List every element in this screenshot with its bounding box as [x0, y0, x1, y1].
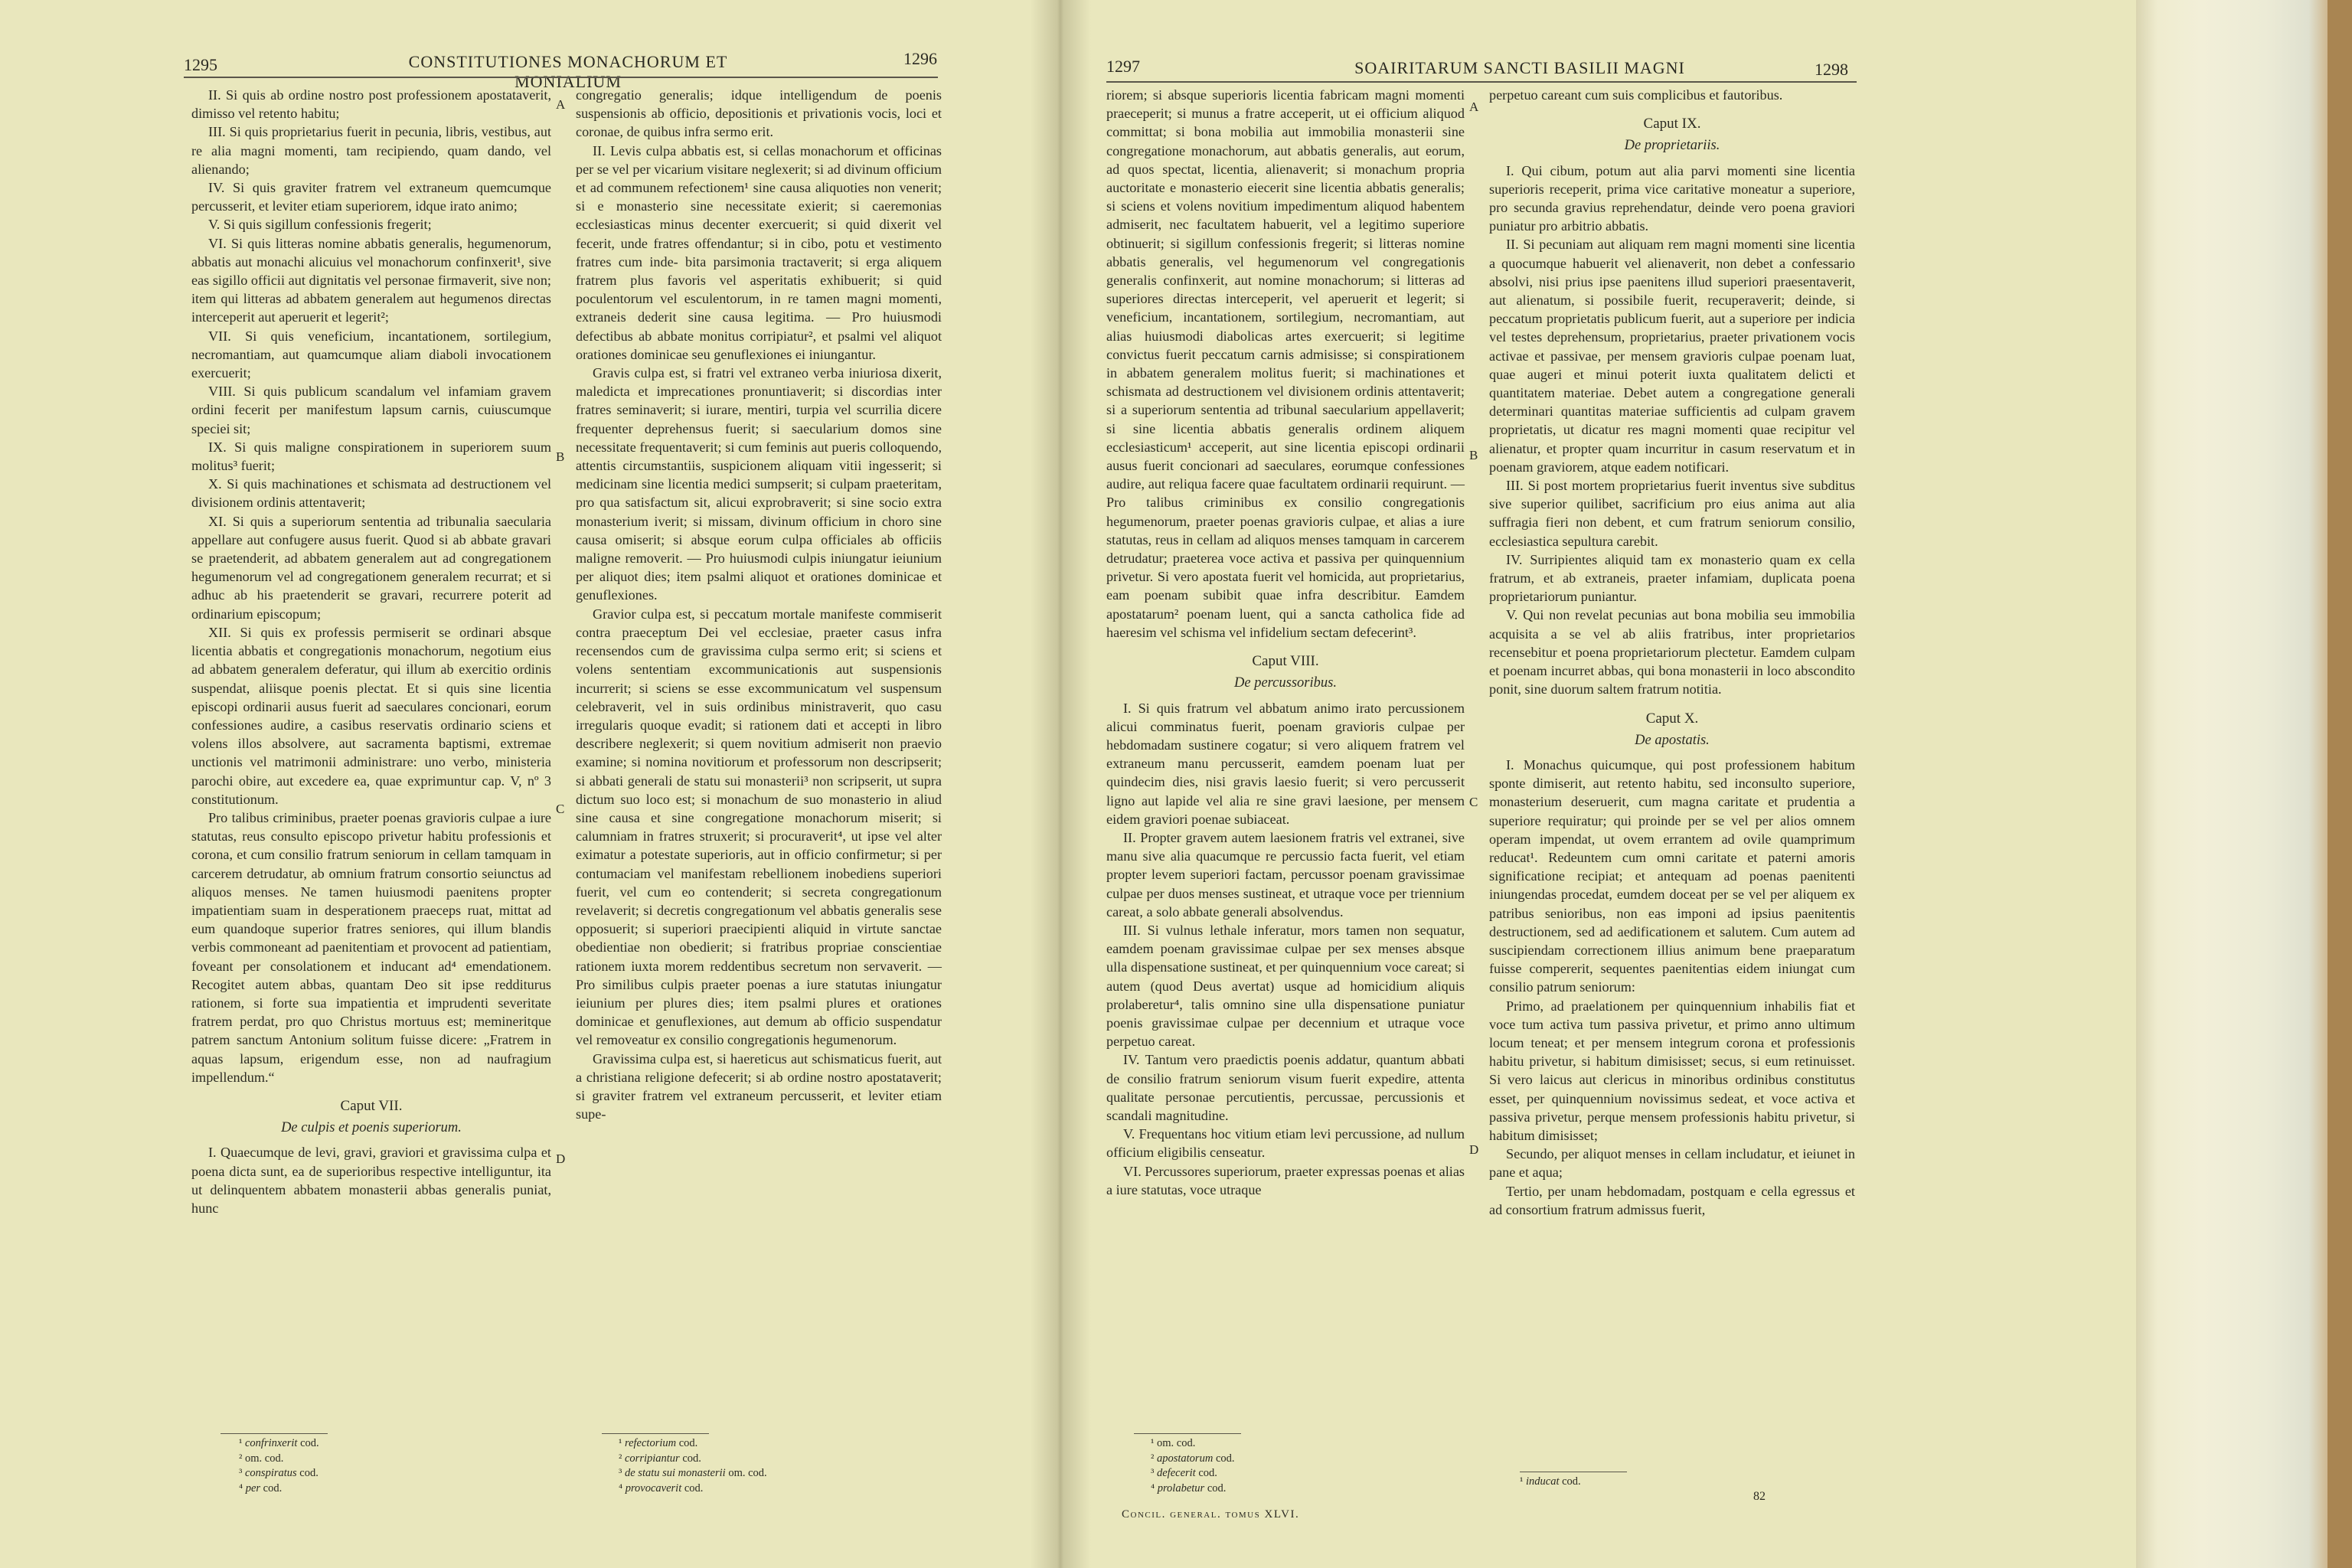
footnote-rule: [220, 1433, 328, 1434]
paragraph: VII. Si quis veneficium, incantationem, sortilegium, necromantiam, aut quamcumque aliam diaboli invocationem exercuerit;: [191, 328, 551, 381]
paragraph: I. Monachus quicumque, qui post professionem habitum sponte dimiserit, aut retento habitu, sed inconsulto superiore, monasterium deseruerit, cum magna caritate et prudentia a superiore requiratur; qui proinde per se vel per alios omnem operam impendat, ut ovem errantem ad ovile quamprimum reducat¹. Redeuntem cum omni caritate et paterni amoris significatione recipiat; et antequam ad poenas paenitenti iniungendas procedat, eumdem doceat per se vel per aliquem ex patribus senioribus, non eas imponi ad ipsius paenitentis destructionem, sed ad aedificationem et salutem. Cum autem ad suscipiendam correctionem illius animum bene praeparatum fuisse compererit, sequentes paenitentias eidem iniungat cum consilio patrum seniorum:: [1489, 756, 1855, 995]
margin-letter-c: C: [1469, 795, 1478, 809]
left-page-number-inner: 1296: [903, 49, 937, 68]
paragraph: Gravis culpa est, si fratri vel extraneo verba iniuriosa dixerit, maledicta et imprecationes pronuntiaverit; si discordias inter fratres seminaverit; si iurare, mentiri, turpia vel scurrilia dicere frequenter deprehensus fuerit; si saecularium domos sine necessitate frequentaverit; si cum feminis aut pueris colloquendo, attentis circumstantiis, suspicionem aliquam vitii ingesserit; si medicinam sine licentia medici sumpserit; si culpam praeteritam, pro qua satisfactum sit, alicui exprobraverit; si sine socio extra monasterium iverit; si missam, divinum officium in choro sine causa omiserit; si absque eorum culpa officiales ab officiis maligne removerit. — Pro huiusmodi culpis iniungatur ieiunium per aliquot dies; item psalmi aliquot et orationes dominicae et genuflexiones.: [576, 365, 942, 603]
paragraph: VI. Percussores superiorum, praeter expressas poenas et alias a iure statutas, voce utraque: [1106, 1163, 1465, 1197]
paragraph: Pro talibus criminibus, praeter poenas gravioris culpae a iure statutas, reus consulto episcopo privetur habitu professionis et corona, et cum consilio fratrum seniorum in cellam tamquam in carcerem detrudatur, ab omnium fratrum consortio seiunctus ad aliquos menses. Ne tamen huiusmodi paenitens propter impatientiam suam in desperationem praeceps ruat, mittat ad eum quandoque superior fratres seniores, qui illum blandis verbis commoneant ad paenitentiam et provocent ad patientiam, foveant per consolationem et inducant ad⁴ emendationem. Recogitet autem abbas, quantam Deo sit ipse redditurus rationem, si forte sua impatientia et imprudenti severitate fratrem perdat, pro quo Christus mortuus est; memineritque patrem sanctum Antonium solitum fuisse dicere: „Fratrem in aquas lapsum, erigendum esse, non ad naufragium impellendum.“: [191, 809, 551, 1085]
left-column-1: [191, 86, 551, 1217]
margin-letter-d: D: [1469, 1142, 1479, 1157]
left-column-2: [576, 86, 942, 1123]
paragraph: III. Si post mortem proprietarius fuerit inventus sive subditus sive superior quilibet, sacrificium pro eius anima aut alia suffragia fieri non debent, et cum fratrum seniorum consilio, ecclesiastica sepultura carebit.: [1489, 478, 1855, 549]
paragraph: XII. Si quis ex professis permiserit se ordinari absque licentia abbatis et congregationis monachorum, negotium eius ad abbatem generalem deferatur, qui illum ab exercitio ordinis suspendat, aliisque poenis plectat. Et si quis sine licentia episcopi ordinarii ausus fuerit ad saeculares concionari, eorum confessiones audire, a casibus reservatis ordinario sciens et volens illos absolvere, aut sacramenta baptismi, extremae unctionis vel matrimonii administrare: uno verbo, ministeria parochi obire, aut excedere ea, quae exprimuntur cap. V, nº 3 constitutionum.: [191, 624, 551, 807]
signature-number: 82: [1753, 1490, 1766, 1503]
signature-line: Concil. general. tomus XLVI.: [1122, 1508, 1300, 1521]
paragraph: I. Quaecumque de levi, gravi, graviori et gravissima culpa et poena dicta sunt, ea de superioribus respective intelliguntur, ita ut delinquentem abbatem monasterii abbas generalis puniat, hunc: [191, 1145, 551, 1216]
right-page-number: 1298: [1815, 60, 1848, 79]
book-gutter: [1030, 0, 1091, 1568]
margin-letter-d: D: [556, 1152, 566, 1166]
paragraph: congregatio generalis; idque intelligendum de poenis suspensionis ab officio, depositionis et privationis vocis, loci et coronae, de quibus infra sermo erit.: [576, 87, 942, 140]
paragraph: II. Propter gravem autem laesionem fratris vel extranei, sive manu sive alia quacumque re percussio facta fuerit, vel etiam propter levem superiori factam, percussor poenam gravissimae culpae per duos menses sustineat, et utraque voce per triennium careat, a solo abbate generali absolvendus.: [1106, 829, 1465, 920]
header-rule: [1106, 81, 1857, 83]
paragraph: VIII. Si quis publicum scandalum vel infamiam gravem ordini fecerit per manifestum lapsum carnis, cuiuscumque speciei sit;: [191, 384, 551, 436]
header-rule: [184, 77, 938, 78]
left-page: [0, 0, 1060, 1568]
paragraph: X. Si quis machinationes et schismata ad destructionem vel divisionem ordinis attentaverit;: [191, 476, 551, 511]
footnote: ² apostatorum cod.: [1151, 1452, 1235, 1465]
paragraph: II. Si pecuniam aut aliquam rem magni momenti sine licentia a quocumque habuerit vel alienaverit, non debet a confessario absolvi, nisi prius ipse paenitens illud superiori praesentaverit, aut alienatum, si possibile fuerit, recuperaverit; deinde, si peccatum proprietatis publicum fuerit, aut a superiore per indicia vel testes deprehensum, proprietarius, praeter privationem vocis activae et passivae, per mensem gravioris culpae poenam luat, quae augeri et minui poterit iuxta qualitatem delicti et quantitatem materiae. Debet autem a congregatione generali determinari quantitas materiae sufficientis ad culpam gravem proprietatis, ut dicatur res magni momenti quae recipitur vel alienatur, et propter quam incurritur in casum reservatum et in poenam graviorem, atque eadem notificari.: [1489, 237, 1855, 475]
footnote: ¹ inducat cod.: [1520, 1475, 1581, 1488]
right-page-number-inner: 1297: [1106, 57, 1140, 76]
paragraph: II. Si quis ab ordine nostro post professionem apostataverit, dimisso vel retento habitu;: [191, 87, 551, 122]
right-column-1: [1106, 86, 1465, 1199]
footnote: ¹ refectorium cod.: [619, 1437, 698, 1449]
footnote-rule: [1134, 1433, 1241, 1434]
left-footnotes-col-2: [619, 1436, 767, 1496]
paragraph: I. Qui cibum, potum aut alia parvi momenti sine licentia superioris receperit, prima vice caritative moneatur a superiore, pro secunda gravius reprehendatur, deinde vero poena graviori puniatur pro arbitrio abbatis.: [1489, 162, 1855, 234]
chapter-heading: Caput X.: [1645, 710, 1699, 727]
paragraph: VI. Si quis litteras nomine abbatis generalis, hegumenorum, abbatis aut monachi alicuius vel monachorum confinxerit¹, sive eas sigillo officii aut dignitatis vel personae firmaverit, sive non; item qui litteras ad abbatem generalem aut hegumenos directas interceperit aut aperuerit et legerit²;: [191, 235, 551, 325]
margin-letter-a: A: [556, 97, 566, 112]
footnote: ³ conspiratus cod.: [239, 1467, 318, 1479]
right-page: [1060, 0, 2136, 1568]
paragraph: IV. Si quis graviter fratrem vel extraneum quemcumque percusserit, et leviter etiam superiorem, idque irato animo;: [191, 180, 551, 214]
left-footnotes-col-1: [239, 1436, 319, 1496]
paragraph: IX. Si quis maligne conspirationem in superiorem suum molitus³ fuerit;: [191, 439, 551, 474]
right-column-2: [1489, 86, 1855, 1219]
footnote: ¹ confrinxerit cod.: [239, 1437, 319, 1449]
footnote: ³ defecerit cod.: [1151, 1467, 1217, 1479]
paragraph: XI. Si quis a superiorum sententia ad tribunalia saecularia appellare aut confugere ausus fuerit. Quod si ab abbate gravari se praetenderit, ad abbatem generalem aut ad congregationem hegumenorum vel ad congregationem generalem recurrat; et si adhuc ab his praetenderit se gravari, recurrere poterit ad ordinarium episcopum;: [191, 513, 551, 622]
paragraph: V. Frequentans hoc vitium etiam levi percussione, ad nullum officium eligibilis censeatur.: [1106, 1126, 1465, 1161]
footnote: ² om. cod.: [239, 1452, 284, 1465]
margin-letter-c: C: [556, 802, 565, 816]
footnote: ³ de statu sui monasterii om. cod.: [619, 1467, 767, 1479]
paragraph: riorem; si absque superioris licentia fabricam magni momenti praeceperit; si munus a fratre acceperit, ut ei officium aliquod committat; si bona mobilia aut immobilia monasterii sine congregatione monachorum, aut abbatis generalis, aut eorum, ad quos spectat, licentia, alienaverit; si monachum propria auctoritate e monasterio eiecerit sine licentia abbatis generalis; si sciens et volens novitium impedimentum aliquod habentem admiserit, nec facultatem habuerit, vel a legitimo superiore obtinuerit; si sigillum confessionis fregerit; si litteras nomine abbatis generalis, vel hegumenorum vel congregationis generalis confinxerit, aut nomine monachorum; si litteras ad superiores directas interceperit, vel aperuerit et legerit; si veneficium, incantationem, sortilegium, necromantiam, aut alias huiusmodi diabolicas artes exercuerit; si legitime convictus fuerit peccatum carnis admisisse; si conspirationem in abbatem generalem molitus fuerit; si machinationes et schismata ad destructionem vel divisionem ordinis attentaverit; si a superiorum sententia ad tribunal saecularium appellaverit; si sine licentia abbatis generalis ordinem aliquem ecclesiasticum¹ acceperit, aut sine licentia episcopi ordinarii ausus fuerit concionari ad saeculares, eorumque confessiones audire, aut reliqua facere quae facultatem ordinarii requirunt. — Pro talibus criminibus ex consilio congregationis hegumenorum, praeter poenas gravioris culpae, et alias a iure statutas, reus in cellam ad aliquos menses tamquam in carcerem detrudatur; praeterea voce activa et passiva per quinquennium privetur. Si vero apostata fuerit vel homicida, aut proprietarius, eam poenam subibit quae infra describitur. Eamdem apostatarum² poenam luent, qui a sancta catholica fide ad haeresim vel schisma vel infidelium sectam defecerint³.: [1106, 87, 1465, 640]
footnote: ⁴ provocaverit cod.: [619, 1481, 704, 1494]
left-page-number: 1295: [184, 55, 217, 74]
paragraph: Gravior culpa est, si peccatum mortale manifeste commiserit contra praeceptum Dei vel ecclesiae, praeter casus infra recensendos cum de gravissima culpa sermo erit; si sciens et volens sententiam excommunicationis aut suspensionis incurrerit; si sciens se esse excommunicatum vel suspensum celebraverit, vel in suis ordinibus ministraverit, quo casu irregularis quoque evadit; si rationem dati et accepti in libro describere neglexerit; si quem novitium admiserit non praevio examine; si nomina novitiorum et professorum non descripserit; si abbati generali de statu sui monasterii³ non scripserit, ut supra dictum suo loco est; si monachum de suo monasterio in aliud sine causa et sine congregatione monachorum miserit; si calumniam in fratres struxerit; si procuraverit⁴, ut ipse vel alter eximatur a potestate superioris, aut in officio confirmetur; si per contumaciam vel manifestam rebellionem inobediens superiori fuerit, vel cum eo contenderit; si secreta congregationum revelaverit; si decretis congregationum vel abbatis generalis sese opposuerit; si superiori praecipienti aliquid in virtute sanctae obedientiae non obedierit; si fratribus propriae conscientiae rationem iuxta morem reddentibus secretum non servaverit. — Pro similibus culpis praeter poenas a iure statutas iniungatur ieiunium per plures dies; item psalmi plures et orationes dominicae et genuflexiones, aut demum ab officio suspendatur vel removeatur ex consilio congregationis hegumenorum.: [576, 606, 942, 1048]
right-footnotes-col-2: [1520, 1475, 1581, 1490]
paragraph: Gravissima culpa est, si haereticus aut schismaticus fuerit, aut a christiana religione defecerit; si ab ordine nostro apostataverit; si graviter fratrem vel extraneum percusserit, et leviter etiam supe-: [576, 1050, 942, 1122]
paragraph: Secundo, per aliquot menses in cellam includatur, et ieiunet in pane et aqua;: [1489, 1146, 1855, 1181]
right-running-head: SOAIRITARUM SANCTI BASILII MAGNI: [1354, 58, 1685, 77]
paragraph: perpetuo careant cum suis complicibus et fautoribus.: [1489, 87, 1783, 103]
book-cover-board: [2328, 0, 2352, 1568]
margin-letter-b: B: [1469, 448, 1478, 462]
footnote: ⁴ prolabetur cod.: [1151, 1481, 1227, 1494]
margin-letter-a: A: [1469, 100, 1479, 114]
paragraph: Tertio, per unam hebdomadam, postquam e cella egressus et ad consortium fratrum admissus fuerit,: [1489, 1183, 1855, 1217]
paragraph: V. Qui non revelat pecunias aut bona mobilia seu immobilia acquisita a se vel ab aliis fratribus, inter proprietarios recensebitur et poena proprietariorum plectetur. Eamdem culpam et poenam incurret abbas, qui bona monasterii in loco abscondito ponit, sine duorum saltem fratrum notitia.: [1489, 607, 1855, 697]
footnote: ¹ om. cod.: [1151, 1437, 1196, 1449]
paragraph: IV. Tantum vero praedictis poenis addatur, quantum abbati de consilio fratrum seniorum visum fuerit expedire, attenta qualitate personae percutientis, percussae, percussionis et scandali magnitudine.: [1106, 1052, 1465, 1123]
chapter-subtitle: De percussoribus.: [1234, 675, 1337, 691]
chapter-subtitle: De culpis et poenis superiorum.: [281, 1120, 462, 1136]
footnote: ² corripiantur cod.: [619, 1452, 701, 1465]
footnote-rule: [602, 1433, 709, 1434]
chapter-heading: Caput VIII.: [1252, 653, 1319, 670]
paragraph: I. Si quis fratrum vel abbatum animo irato percussionem alicui comminatus fuerit, poenam gravioris culpae per hebdomadam sustinere cogatur; si vero aliquem fratrem vel extraneum manu percusserit, eamdem poenam luat per quindecim dies, nisi gravis laesio fuerit; si vero percusserit ligno aut lapide vel alia re sine gravi laesione, per mensem eidem graviori poenae subiaceat.: [1106, 700, 1465, 827]
right-footnotes-col-1: [1151, 1436, 1235, 1496]
paragraph: II. Levis culpa abbatis est, si cellas monachorum et officinas per se vel per vicarium visitare neglexerit; si ad divinum officium et ad communem refectionem¹ sine causa aliquoties non venerit; si e monasterio sine necessitate exierit; si caeremonias ecclesiasticas minus decenter exercuerit; si quid dixerit vel fecerit, unde fratres offendantur; si in cibo, potu et vestimento fratres cum inde- bita parsimonia tractaverit; si erga aliquem fratrem plus favoris vel asperitatis exhibuerit; si quid poculentorum vel esculentorum, in re tamen magni momenti, extraneis dederit sine causa legitima. — Pro huiusmodi defectibus ab abbate monitus corripiatur², et psalmi vel aliquot orationes dominicae seu genuflexiones ei iniungantur.: [576, 142, 942, 362]
page-edge: [2136, 0, 2352, 1568]
paragraph: III. Si quis proprietarius fuerit in pecunia, libris, vestibus, aut re alia magni momenti, tam recipiendo, quam dando, vel alienando;: [191, 124, 551, 177]
margin-letter-b: B: [556, 449, 565, 464]
chapter-subtitle: De proprietariis.: [1624, 138, 1720, 154]
paragraph: V. Si quis sigillum confessionis fregerit;: [208, 217, 432, 233]
chapter-heading: Caput VII.: [340, 1097, 403, 1114]
paragraph: IV. Surripientes aliquid tam ex monasterio quam ex cella fratrum, et ab extraneis, praeter infamiam, duplicata poena proprietariorum puniantur.: [1489, 551, 1855, 605]
paragraph: III. Si vulnus lethale inferatur, mors tamen non sequatur, eamdem poenam gravissimae culpae per sex menses absque ulla dispensatione sustineat, et per quinquennium voce careat; si autem (quod Deus avertat) usque ad homicidium aliquis prolaberetur⁴, talis omnino sine ulla dispensatione puniatur poenis gravissimae culpae per decennium et utraque voce perpetuo careat.: [1106, 922, 1465, 1050]
chapter-subtitle: De apostatis.: [1635, 732, 1710, 748]
chapter-heading: Caput IX.: [1643, 116, 1701, 132]
paragraph: Primo, ad praelationem per quinquennium inhabilis fiat et voce tum activa tum passiva privetur, et primo anno ultimum locum teneat; et per mensem integrum corona et professionis habitu privetur, si habitum dimisisset; secus, si eum retinuisset. Si vero laicus aut clericus in minoribus ordinibus constitutus esset, per quinquennium novissimus sedeat, et voce activa et passiva privetur, perque mensem professionis habitu privetur, si habitum dimisisset;: [1489, 998, 1855, 1143]
footnote: ⁴ per cod.: [239, 1481, 283, 1494]
left-running-head: CONSTITUTIONES MONACHORUM ET MONIALIUM: [408, 52, 728, 91]
